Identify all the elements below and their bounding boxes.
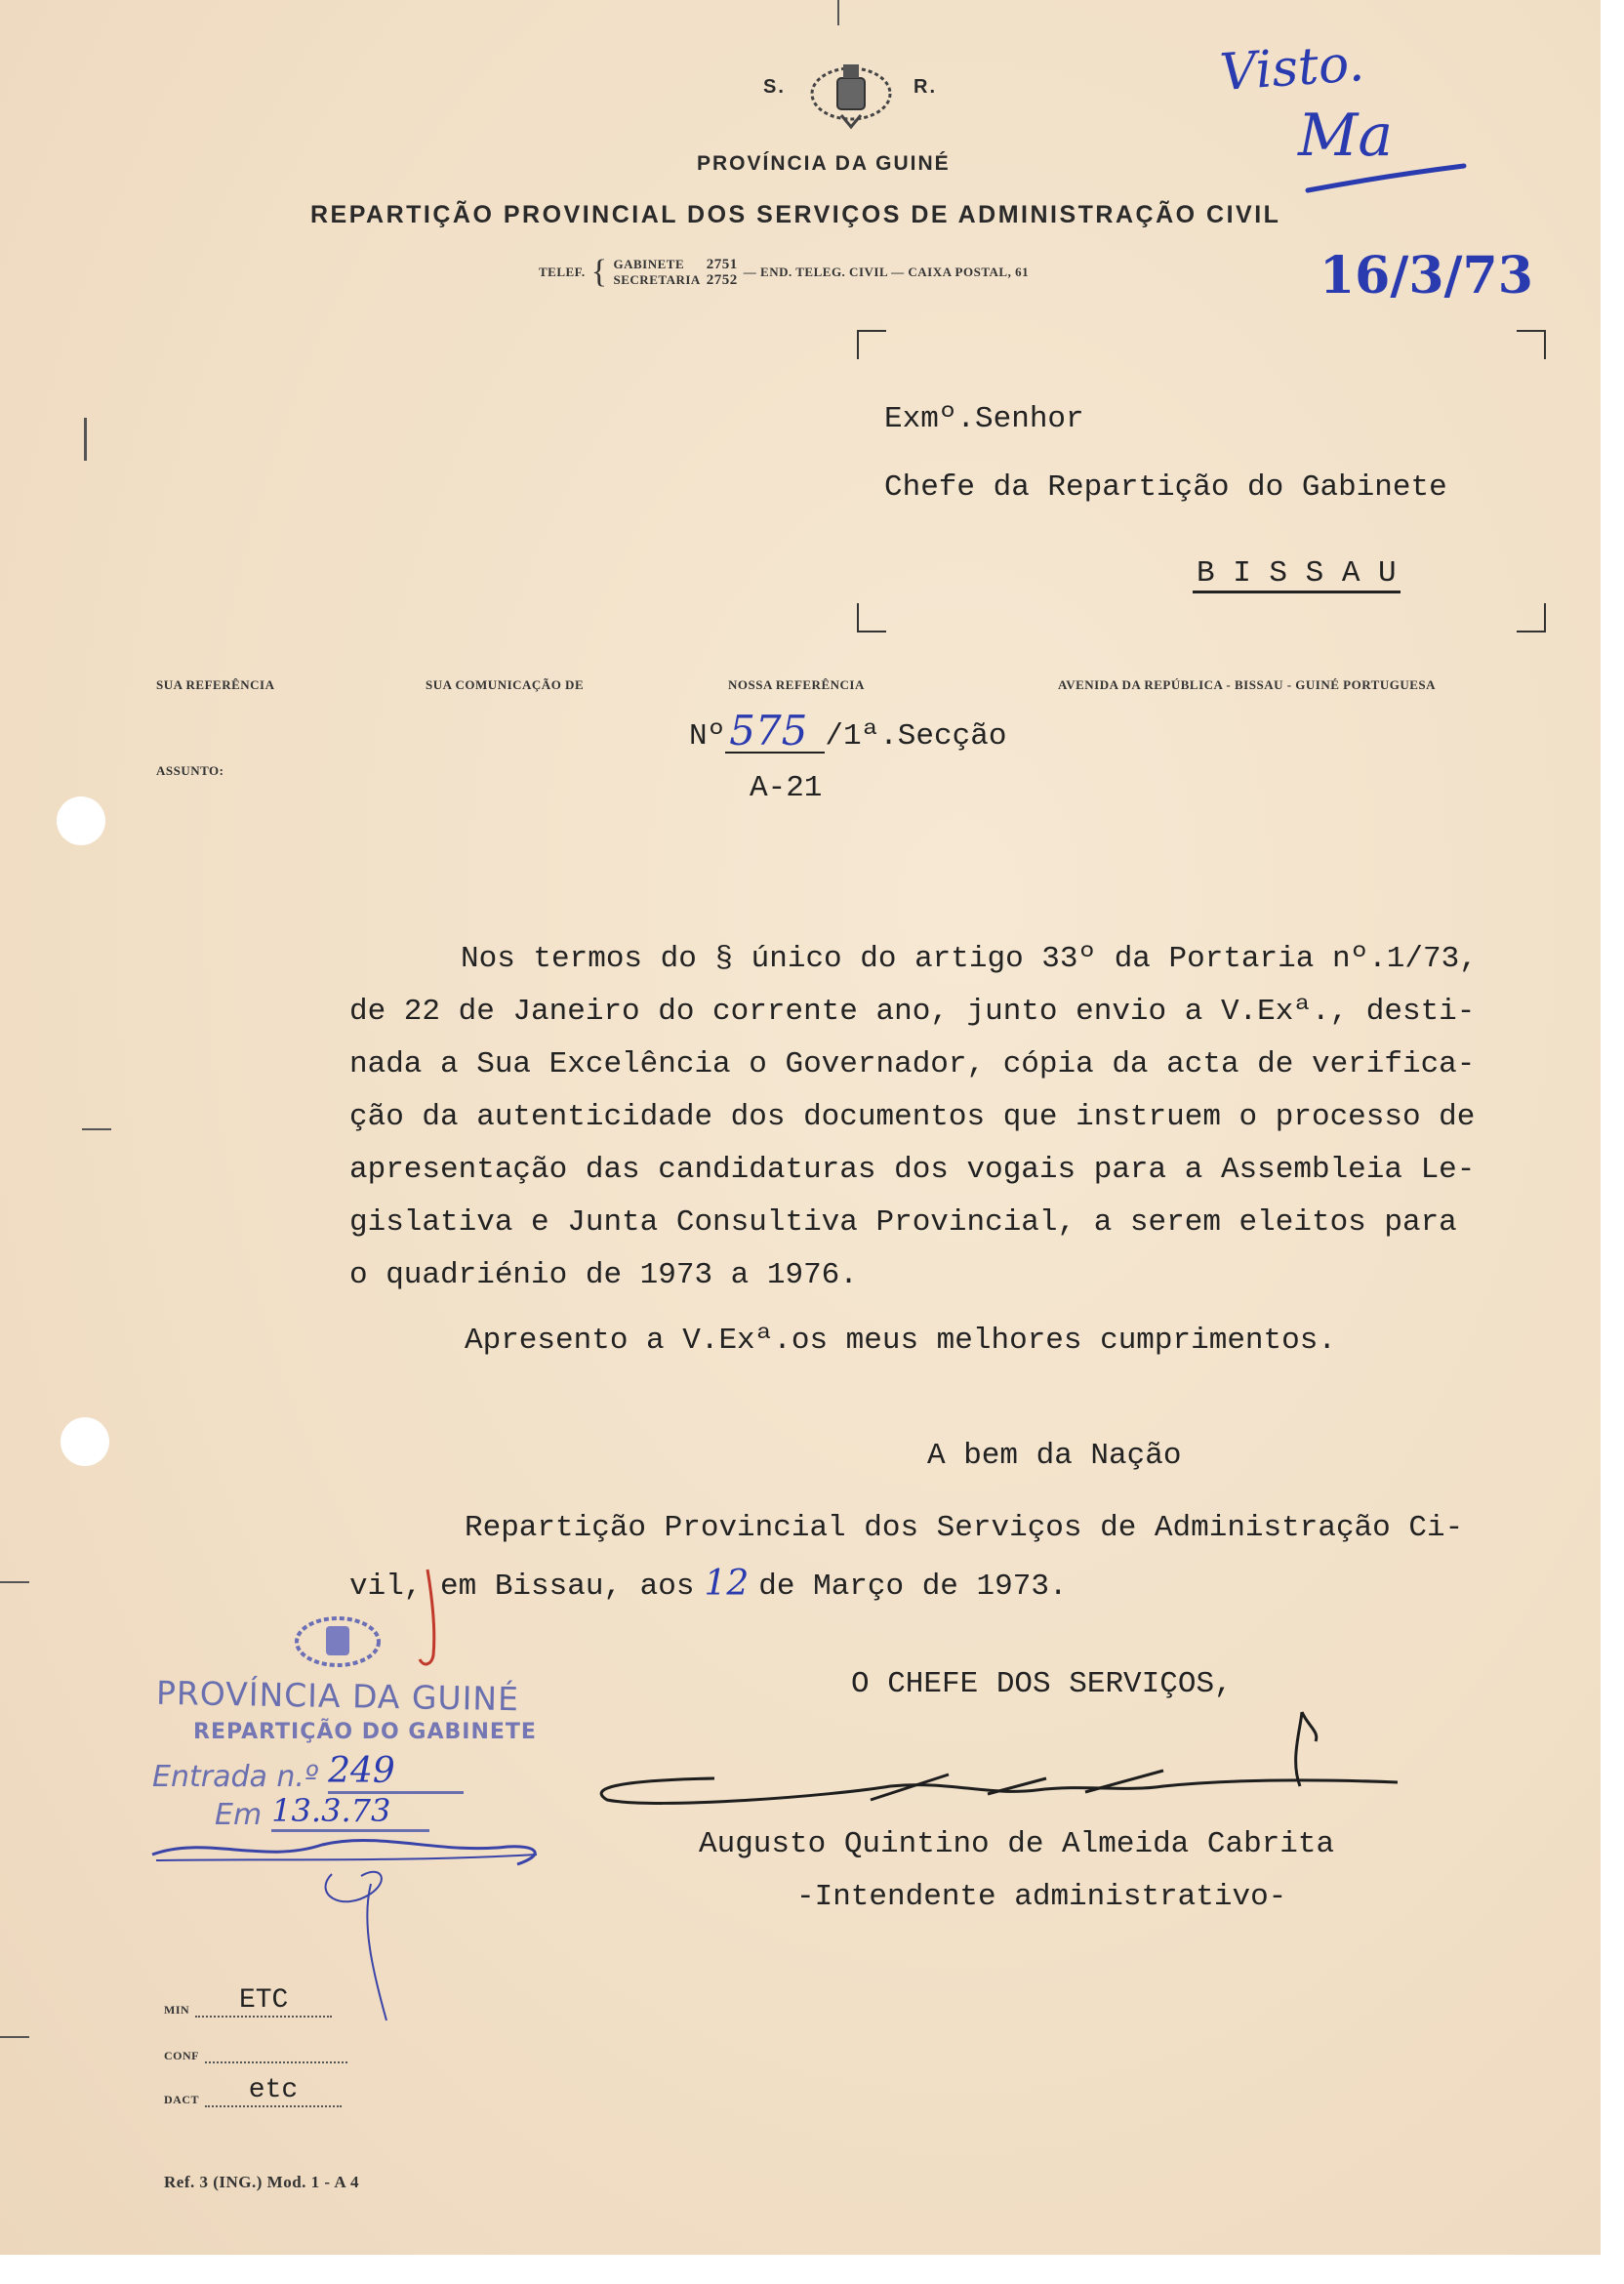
punch-hole-bottom [61,1417,109,1466]
body-place-line2 [349,1564,1068,1604]
body-line: apresentação das candidaturas dos vogais para a Assembleia Le- [349,1153,1476,1187]
margin-fold-mark [82,1128,111,1130]
footer-dact-row [164,2075,342,2107]
footer-conf-value [205,2042,347,2063]
header-province: PROVÍNCIA DA GUINÉ [697,152,951,175]
label-sua-comunicacao: SUA COMUNICAÇÃO DE [426,677,585,692]
telef-label: TELEF. [539,265,586,279]
place-line2-start: vil, em Bissau, aos [349,1570,695,1604]
stamp-entrada-number: 249 [328,1751,464,1794]
margin-ink-mark [84,418,87,461]
secretaria-number: 2752 [706,272,738,288]
header-contact [539,256,1029,289]
secretaria-label: SECRETARIA [613,272,701,287]
gabinete-number: 2751 [706,257,738,272]
footer-min-label: MIN [164,2003,190,2017]
header-department: REPARTIÇÃO PROVINCIAL DOS SERVIÇOS DE ADMINISTRAÇÃO CIVIL [310,201,1281,228]
margin-fold-mark [0,2036,29,2038]
gabinete-label: GABINETE [613,257,685,271]
stamp-em-date: 13.3.73 [271,1792,429,1832]
handwritten-signature [578,1702,1417,1829]
header-s-letter: S. [763,76,786,98]
stamp-entrada-line [152,1751,464,1794]
reference-number-line [689,707,1007,755]
phone-numbers [707,257,738,288]
place-day-handwritten: 12 [704,1564,750,1604]
address-bracket-bottom-left [857,603,886,632]
address-bracket-top-right [1517,330,1546,359]
footer-ref: Ref. 3 (ING.) Mod. 1 - A 4 [164,2173,359,2191]
brace-icon: { [590,254,608,290]
contact-rest: — END. TELEG. CIVIL — CAIXA POSTAL, 61 [743,265,1030,279]
red-ink-mark [410,1566,449,1673]
body-line: gislativa e Junta Consultiva Provincial, a serem eleitos para [349,1205,1457,1240]
annotation-visto: Visto. [1218,33,1366,103]
margin-fold-mark [0,1581,29,1583]
address-bracket-top-left [857,330,886,359]
punch-hole-top [57,796,105,845]
label-assunto: ASSUNTO: [156,763,224,778]
reference-code: A-21 [750,771,823,805]
reference-prefix: Nº [689,719,726,754]
stamp-emblem [289,1607,386,1675]
annotation-stroke [1298,146,1474,205]
reference-section: /1ª.Secção [825,719,1007,754]
body-place-line1: Repartição Provincial dos Serviços de Administração Ci- [465,1511,1464,1545]
footer-min-row [164,1985,332,2018]
body-greeting: Apresento a V.Exª.os meus melhores cumprimentos. [465,1324,1336,1358]
footer-dact-label: DACT [164,2093,200,2106]
body-line: ção da autenticidade dos documentos que instruem o processo de [349,1100,1476,1134]
place-line2-end: de Março de 1973. [758,1570,1068,1604]
signature-name: Augusto Quintino de Almeida Cabrita [699,1827,1335,1861]
recipient-city: B I S S A U [1193,556,1401,593]
footer-conf-label: CONF [164,2049,199,2062]
recipient-title: Chefe da Repartição do Gabinete [884,470,1447,505]
coat-of-arms-emblem [804,55,898,133]
body-line: de 22 de Janeiro do corrente ano, junto envio a V.Exª., desti- [349,995,1476,1029]
label-nossa-referencia: NOSSA REFERÊNCIA [728,677,865,692]
address-bracket-bottom-right [1517,603,1546,632]
footer-dact-value: etc [205,2075,342,2107]
header-r-letter: R. [914,76,937,98]
body-line: Nos termos do § único do artigo 33º da Portaria nº.1/73, [461,942,1478,976]
recipient-salutation: Exmº.Senhor [884,402,1084,436]
footer-min-value: ETC [195,1985,332,2018]
label-address: AVENIDA DA REPÚBLICA - BISSAU - GUINÉ PORTUGUESA [1058,677,1437,692]
stamp-entrada-label: Entrada n.º [152,1760,319,1794]
phone-names [614,257,701,288]
body-line: o quadriénio de 1973 a 1976. [349,1258,858,1292]
body-line: nada a Sua Excelência o Governador, cópia da acta de verifica- [349,1047,1476,1081]
stamp-em-label: Em [215,1798,263,1832]
signature-role: O CHEFE DOS SERVIÇOS, [851,1667,1233,1701]
label-sua-referencia: SUA REFERÊNCIA [156,677,275,692]
body-closing: A bem da Nação [927,1439,1182,1473]
footer-conf-row [164,2042,347,2063]
annotation-initials: Ma [1298,102,1394,170]
signature-position: -Intendente administrativo- [796,1880,1287,1914]
top-fold-mark [837,0,839,25]
body-paragraph [349,933,1550,1302]
stamp-office: REPARTIÇÃO DO GABINETE [193,1720,537,1744]
reference-number: 575 [725,711,825,754]
stamp-province: PROVÍNCIA DA GUINÉ [155,1673,520,1719]
annotation-date: 16/3/73 [1320,246,1533,306]
